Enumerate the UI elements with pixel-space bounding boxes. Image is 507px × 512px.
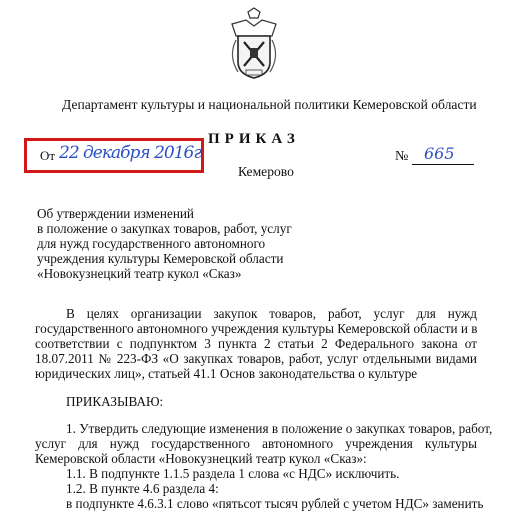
order-item-line: услуг для нужд государственного автономного учреждения культуры [35, 436, 477, 451]
order-word: ПРИКАЗЫВАЮ: [66, 394, 164, 409]
department-heading: Департамент культуры и национальной политики Кемеровской области [62, 97, 477, 112]
handwritten-number: 665 [424, 144, 455, 163]
coat-of-arms-emblem [224, 6, 284, 82]
preamble-line: соответствии с подпунктом 3 пункта 2 статьи 2 Федерального закона от [35, 336, 477, 351]
number-label: № [395, 149, 409, 164]
date-highlight-box [24, 138, 204, 173]
order-item-line: в подпункте 4.6.3.1 слово «пятьсот тысяч рублей с учетом НДС» заменить [66, 496, 484, 511]
city-label: Кемерово [238, 164, 294, 179]
preamble-line: 18.07.2011 № 223-ФЗ «О закупках товаров, работ, услуг отдельными видами [35, 351, 477, 366]
preamble-line: В целях организации закупок товаров, работ, услуг для нужд [66, 306, 477, 321]
subject-line: учреждения культуры Кемеровской области [37, 251, 284, 266]
order-item-line: 1.2. В пункте 4.6 раздела 4: [66, 481, 219, 496]
document-type-title: ПРИКАЗ [208, 131, 300, 147]
subject-line: Об утверждении изменений [37, 206, 194, 221]
subject-line: для нужд государственного автономного [37, 236, 266, 251]
order-item-line: 1.1. В подпункте 1.1.5 раздела 1 слова «с НДС» исключить. [66, 466, 400, 481]
number-underline [412, 164, 474, 165]
date-prefix: От [40, 148, 56, 163]
order-item-line: 1. Утвердить следующие изменения в положение о закупках товаров, работ, [66, 421, 493, 436]
handwritten-date: 22 декабря 2016г [59, 143, 201, 163]
preamble-line: юридических лиц», статьей 41.1 Основ законодательства о культуре [35, 366, 418, 381]
subject-line: «Новокузнецкий театр кукол «Сказ» [37, 266, 242, 281]
subject-line: в положение о закупках товаров, работ, услуг [37, 221, 292, 236]
order-item-line: Кемеровской области «Новокузнецкий театр кукол «Сказ»: [35, 451, 367, 466]
preamble-line: государственного автономного учреждения культуры Кемеровской области и в [35, 321, 478, 336]
